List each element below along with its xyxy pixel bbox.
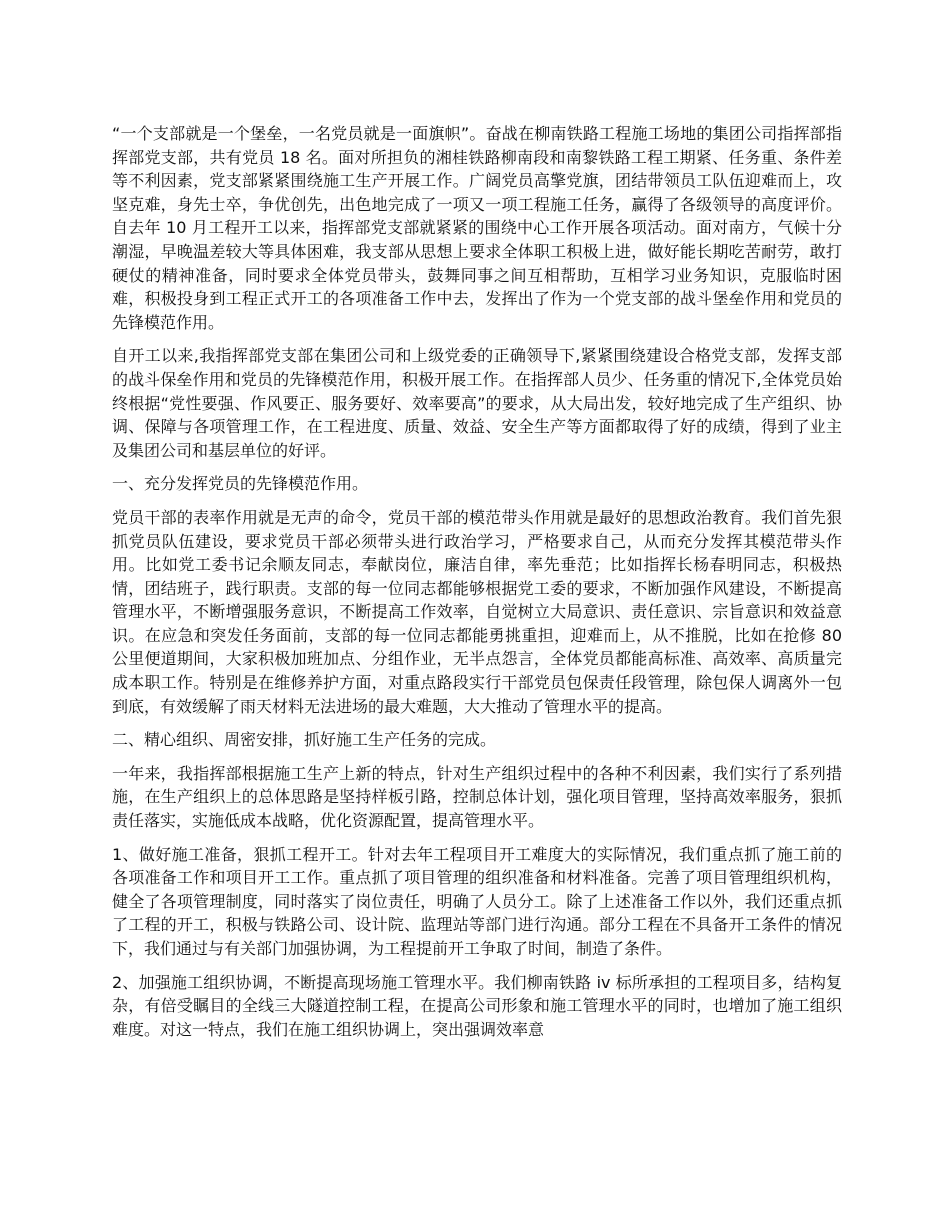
overview-paragraph: 自开工以来,我指挥部党支部在集团公司和上级党委的正确领导下,紧紧围绕建设合格党支部，发挥支部的战斗保垒作用和党员的先锋模范作用，积极开展工作。在指挥部人员少、任务重的情况下,全体党员始终根据“党性要强、作风要正、服务要好、效率要高”的要求，从大局出发，较好地完成了生产组织、协调、保障与各项管理工作，在工程进度、质量、效益、安全生产等方面都取得了好的成绩，得到了业主及集团公司和基层单位的好评。 (112, 346, 842, 460)
item-2-paragraph: 2、加强施工组织协调，不断提高现场施工管理水平。我们柳南铁路 iv 标所承担的工程项目多，结构复杂，有倍受瞩目的全线三大隧道控制工程，在提高公司形象和施工管理水平的同时，也增加了施工组织难度。对这一特点，我们在施工组织协调上，突出强调效率意 (112, 972, 842, 1039)
section-heading-1: 一、充分发挥党员的先锋模范作用。 (112, 474, 369, 494)
section-2-intro-paragraph: 一年来，我指挥部根据施工生产上新的特点，针对生产组织过程中的各种不利因素，我们实行了系列措施，在生产组织上的总体思路是坚持样板引路，控制总体计划，强化项目管理，坚持高效率服务，狠抓责任落实，实施低成本战略，优化资源配置，提高管理水平。 (112, 763, 842, 831)
intro-paragraph: “一个支部就是一个堡垒，一名党员就是一面旗帜”。奋战在柳南铁路工程施工场地的集团公司指挥部指挥部党支部，共有党员 18 名。面对所担负的湘桂铁路柳南段和南黎铁路工程工期紧、任务重、条件差等不利因素，党支部紧紧围绕施工生产开展工作。广阔党员高擎党旗，团结带领员工队伍迎难而上，攻坚克难，身先士卒，争优创先，出色地完成了一项又一项工程施工任务，赢得了各级领导的高度评价。自去年 10 月工程开工以来，指挥部党支部就紧紧的围绕中心工作开展各项活动。面对南方，气候十分潮湿，早晚温差较大等具体困难，我支部从思想上要求全体职工积极上进，做好能长期吃苦耐劳，敢打硬仗的精神准备，同时要求全体党员带头，鼓舞同事之间互相帮助，互相学习业务知识，克服临时困难，积极投身到工程正式开工的各项准备工作中去，发挥出了作为一个党支部的战斗堡垒作用和党员的先锋模范作用。 (112, 124, 842, 332)
section-1-paragraph: 党员干部的表率作用就是无声的命令，党员干部的模范带头作用就是最好的思想政治教育。我们首先狠抓党员队伍建设，要求党员干部必须带头进行政治学习，严格要求自己，从而充分发挥其模范带头作用。比如党工委书记余顺友同志，奉献岗位，廉洁自律，率先垂范；比如指挥长杨春明同志，积极热情，团结班子，践行职责。支部的每一位同志都能够根据党工委的要求，不断加强作风建设，不断提高管理水平，不断增强服务意识，不断提高工作效率，自觉树立大局意识、责任意识、宗旨意识和效益意识。在应急和突发任务面前，支部的每一位同志都能勇挑重担，迎难而上，从不推脱，比如在抢修 80 公里便道期间，大家积极加班加点、分组作业，无半点怨言，全体党员都能高标准、高效率、高质量完成本职工作。特别是在维修养护方面，对重点路段实行干部党员包保责任段管理，除包保人调离外一包到底，有效缓解了雨天材料无法进场的最大难题，大大推动了管理水平的提高。 (112, 507, 842, 716)
section-heading-2: 二、精心组织、周密安排，抓好施工生产任务的完成。 (112, 730, 497, 750)
item-1-paragraph: 1、做好施工准备，狠抓工程开工。针对去年工程项目开工难度大的实际情况，我们重点抓了施工前的各项准备工作和项目开工工作。重点抓了项目管理的组织准备和材料准备。完善了项目管理组织机构，健全了各项管理制度，同时落实了岗位责任，明确了人员分工。除了上述准备工作以外，我们还重点抓了工程的开工，积极与铁路公司、设计院、监理站等部门进行沟通。部分工程在不具备开工条件的情况下，我们通过与有关部门加强协调，为工程提前开工争取了时间，制造了条件。 (112, 844, 842, 958)
document-page (112, 122, 842, 1051)
